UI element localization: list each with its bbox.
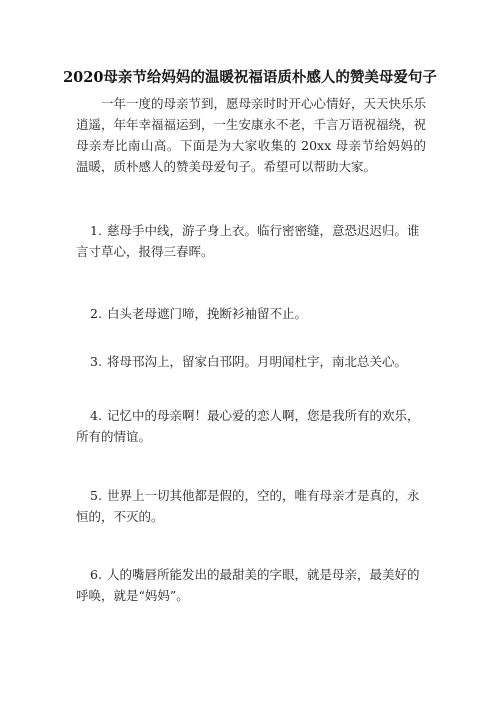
list-item — [76, 485, 426, 527]
list-item — [76, 351, 426, 372]
intro-text: 一年一度的母亲节到，愿母亲时时开心心情好，天天快乐乐逍遥，年年幸福福运到，一生安康永不老，千言万语祝福绕，祝母亲寿比南山高。下面是为大家收集的 20xx 母亲节给妈妈的温暖，质朴感人的赞美母爱句子。希望可以帮助大家。 — [76, 96, 427, 174]
list-item-number: 4. — [90, 408, 102, 423]
list-item-number: 1. — [90, 223, 102, 238]
list-item — [76, 564, 426, 606]
list-item-number: 5. — [90, 488, 102, 503]
list-item-text: 白头老母遮门啼，挽断衫袖留不止。 — [107, 306, 308, 321]
list-item-text: 人的嘴唇所能发出的最甜美的字眼，就是母亲，最美好的呼唤，就是“妈妈”。 — [76, 567, 420, 603]
intro-paragraph — [76, 93, 426, 177]
list-item-text: 记忆中的母亲啊！最心爱的恋人啊，您是我所有的欢乐，所有的情谊。 — [76, 408, 420, 444]
list-item-number: 2. — [90, 306, 102, 321]
document-title: 2020母亲节给妈妈的温暖祝福语质朴感人的赞美母爱句子 — [63, 69, 437, 86]
list-item-number: 6. — [90, 567, 102, 582]
list-item-text: 将母邗沟上，留家白邗阴。月明闻杜宇，南北总关心。 — [107, 354, 408, 369]
list-item — [76, 303, 426, 324]
list-item-text: 世界上一切其他都是假的，空的，唯有母亲才是真的，永恒的，不灭的。 — [76, 488, 420, 524]
list-item — [76, 220, 426, 262]
list-item — [76, 405, 426, 447]
list-item-text: 慈母手中线，游子身上衣。临行密密缝，意恐迟迟归。谁言寸草心，报得三春晖。 — [76, 223, 420, 259]
list-item-number: 3. — [90, 354, 102, 369]
